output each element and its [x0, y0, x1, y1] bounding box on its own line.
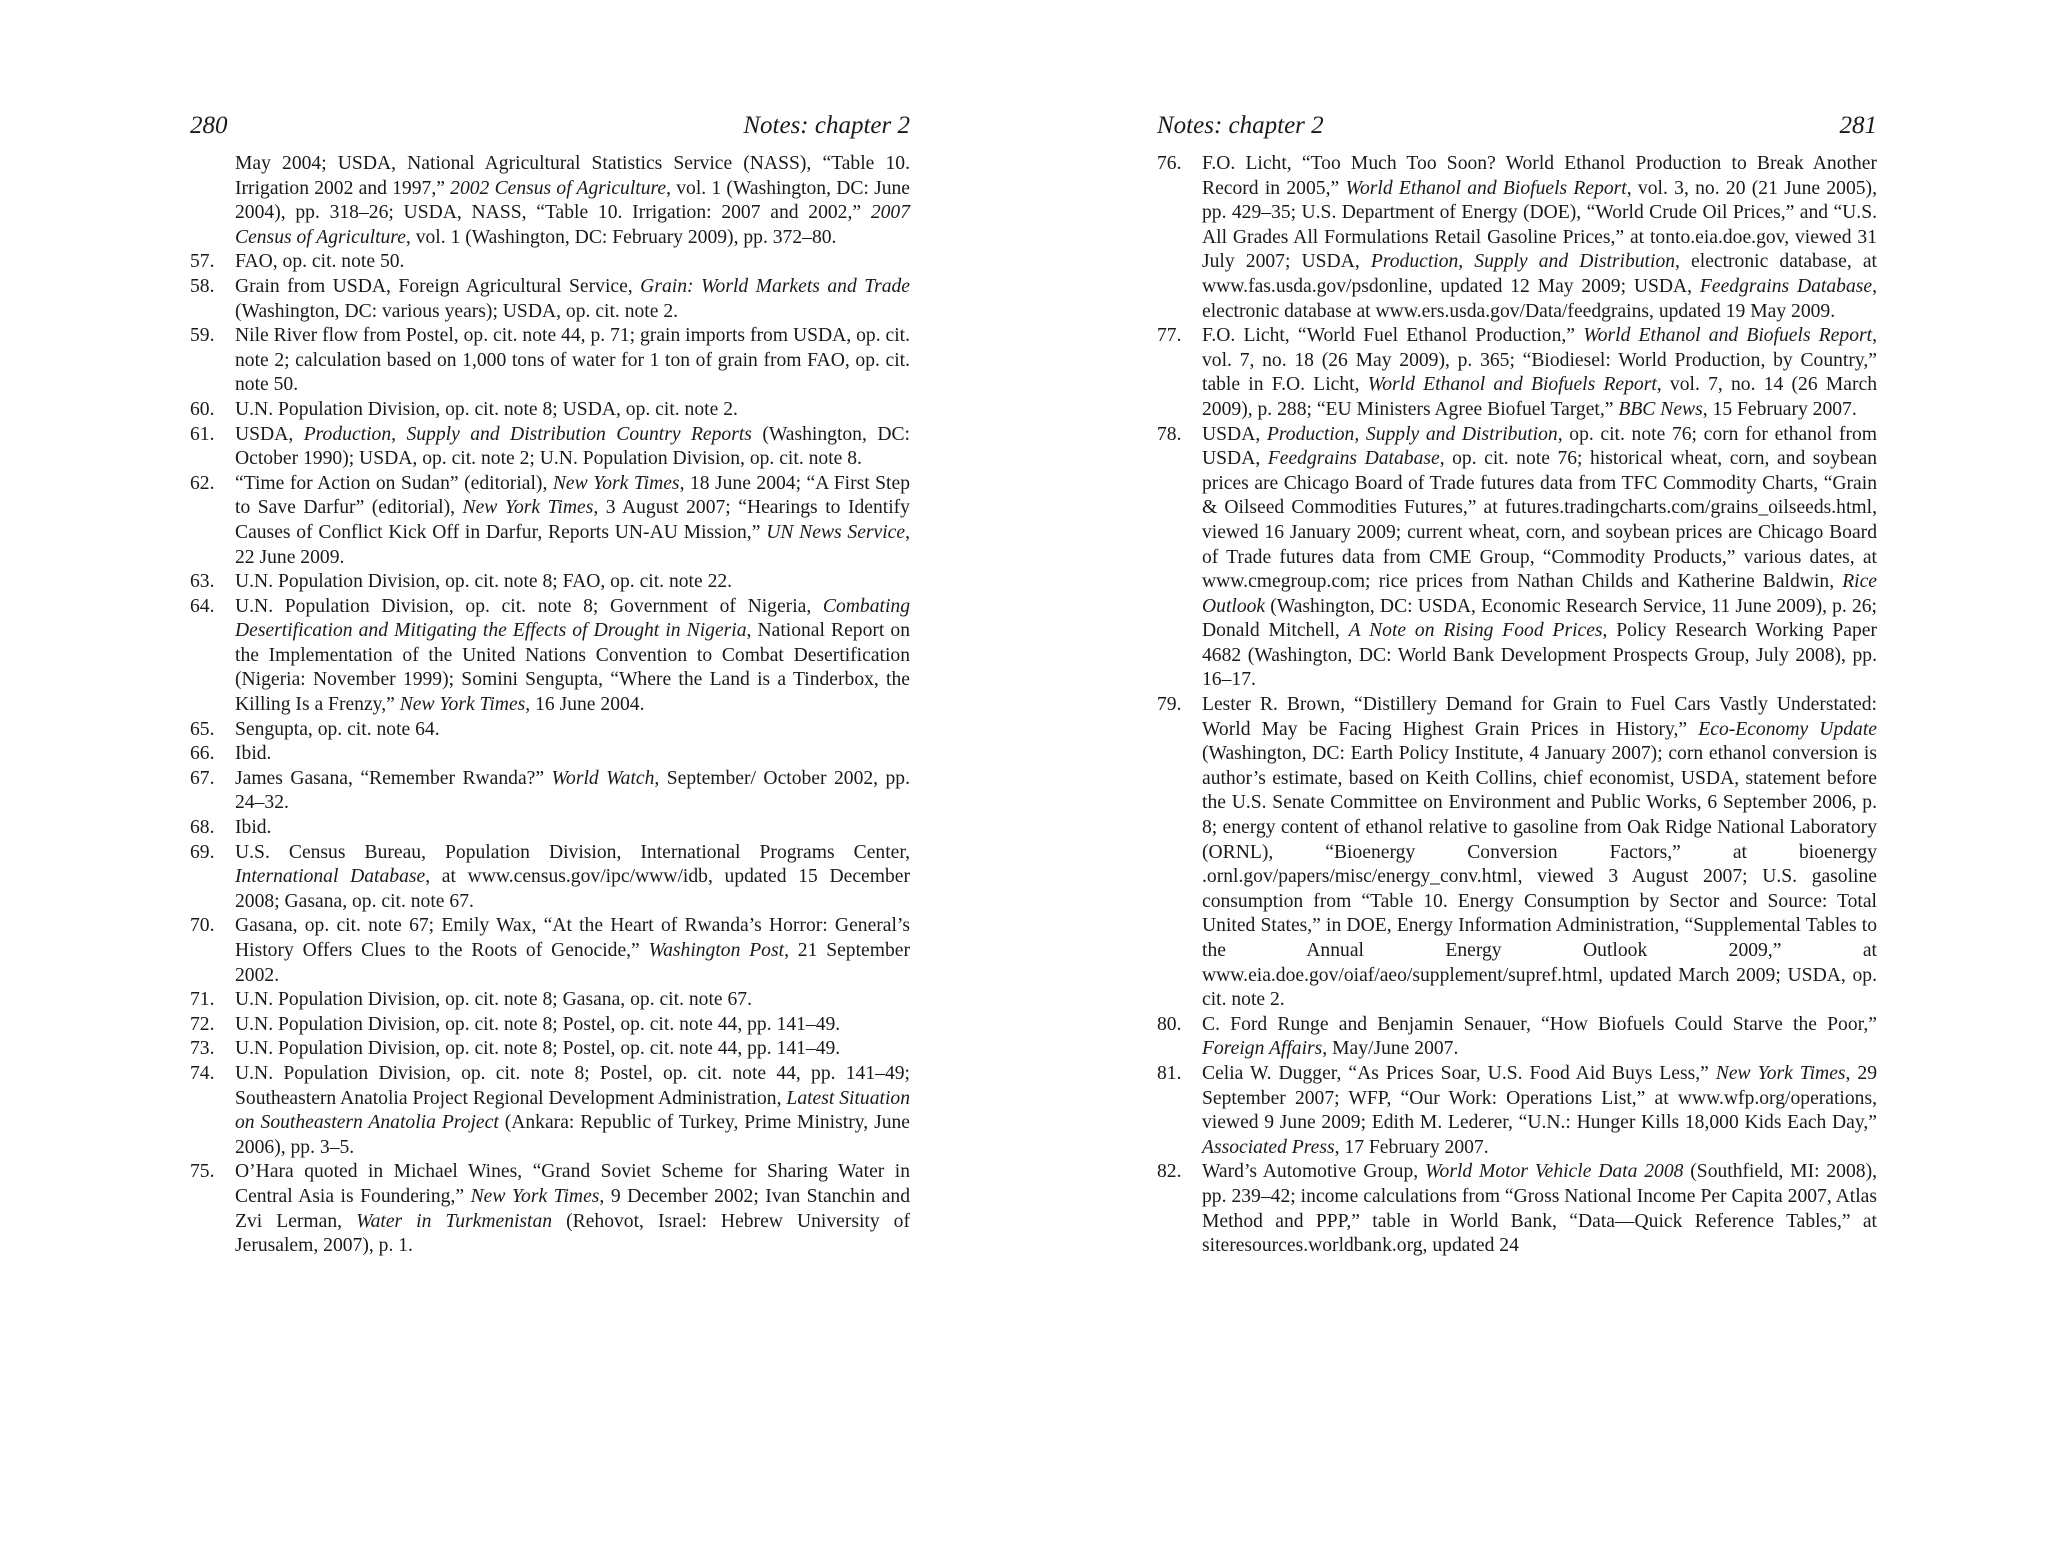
italic-title: New York Times	[552, 472, 680, 494]
text-run: Celia W. Dugger, “As Prices Soar, U.S. Food Aid Buys Less,”	[1202, 1062, 1716, 1084]
text-run: , electronic database at www.ers.usda.gov/Data/feedgrains, updated 19 May 2009.	[1202, 275, 1877, 322]
text-run: U.N. Population Division, op. cit. note 8; FAO, op. cit. note 22.	[235, 571, 733, 593]
note-continuation	[190, 152, 910, 250]
text-run: , electronic database, at www.fas.usda.gov/psdonline, updated 12 May 2009; USDA,	[1202, 251, 1877, 297]
text-run: U.N. Population Division, op. cit. note 8; Government of Nigeria,	[235, 595, 823, 617]
italic-title: New York Times	[1715, 1062, 1846, 1084]
note-number: 65.	[190, 718, 215, 740]
text-run: May 2004; USDA, National Agricultural Statistics Service (NASS), “Table 10. Irrigation 2002 and 1997,”	[235, 153, 910, 199]
note-item	[1157, 1160, 1877, 1258]
note-item	[190, 570, 910, 595]
note-item	[190, 841, 910, 915]
text-run: , 16 June 2004.	[525, 694, 645, 716]
note-text	[190, 152, 910, 250]
italic-title: Grain: World Markets and Trade	[640, 275, 910, 297]
italic-title: Production, Supply and Distribution,	[1266, 423, 1563, 445]
italic-title: A Note on Rising Food Prices	[1348, 620, 1603, 642]
note-item	[190, 324, 910, 398]
note-item	[190, 423, 910, 472]
note-number: 81.	[1157, 1062, 1182, 1084]
italic-title: World Watch	[551, 767, 655, 789]
text-run: Nile River flow from Postel, op. cit. note 44, p. 71; grain imports from USDA, op. cit. note 2; calculation based on 1,000 tons of water for 1 ton of grain from FAO, op. cit. note 50.	[235, 325, 910, 396]
note-number: 80.	[1157, 1013, 1182, 1035]
note-text	[235, 472, 910, 570]
italic-title: Washington Post	[648, 940, 785, 961]
note-number: 77.	[1157, 325, 1182, 347]
italic-title: World Ethanol and Biofuels Report	[1583, 325, 1873, 347]
italic-title: Latest Situation on Southeastern Anatolia Project	[235, 1087, 911, 1134]
note-number: 58.	[190, 275, 215, 297]
text-run: Ibid.	[235, 743, 272, 765]
text-run: op. cit. note 76; corn for ethanol from USDA,	[1202, 423, 1878, 470]
note-text	[1202, 693, 1877, 1013]
note-item	[1157, 693, 1877, 1013]
text-run: (Southfield, MI: 2008), pp. 239–42; income calculations from “Gross National Income Per Capita 2007, Atlas Method and PPP,” table in World Bank, “Data—Quick Reference Tables,” at siteresources.worldbank.org, updated 24	[1202, 1161, 1877, 1257]
note-number: 66.	[190, 743, 215, 765]
italic-title: UN News Service	[766, 521, 906, 543]
italic-title: International Database	[235, 866, 426, 888]
text-run: Sengupta, op. cit. note 64.	[235, 718, 440, 740]
note-item	[190, 1160, 910, 1258]
note-item	[190, 472, 910, 570]
text-run: , 9 December 2002; Ivan Stanchin and Zvi Lerman,	[235, 1185, 910, 1232]
running-head: Notes: chapter 2	[743, 112, 910, 139]
text-run: O’Hara quoted in Michael Wines, “Grand Soviet Scheme for Sharing Water in Central Asia is Foundering,”	[235, 1161, 910, 1207]
note-text	[235, 1160, 910, 1258]
italic-title: 2002 Census of Agriculture	[450, 177, 667, 199]
italic-title: Production, Supply and Distribution Country Reports	[303, 423, 752, 445]
note-item	[190, 767, 910, 816]
note-item	[190, 1062, 910, 1160]
text-run: Ward’s Automotive Group,	[1202, 1161, 1425, 1183]
text-run: F.O. Licht, “Too Much Too Soon? World Ethanol Production to Break Another Record in 2005,”	[1202, 153, 1877, 199]
italic-title: Combating Desertification and Mitigating the Effects of Drought in Nigeria	[235, 595, 910, 642]
note-number: 60.	[190, 398, 215, 420]
note-item	[190, 275, 910, 324]
note-text	[235, 398, 910, 423]
note-item	[190, 1013, 910, 1038]
italic-title: Rice Outlook	[1202, 571, 1877, 617]
note-number: 59.	[190, 325, 215, 347]
note-text	[235, 595, 910, 718]
note-text	[235, 423, 910, 472]
note-text	[235, 718, 910, 743]
note-number: 69.	[190, 841, 215, 863]
italic-title: New York Times	[470, 1185, 600, 1207]
text-run: , vol. 3, no. 20 (21 June 2005), pp. 429–35; U.S. Department of Energy (DOE), “World Crude Oil Prices,” and “U.S. All Grades All Formulations Retail Gasoline Prices,” at tonto.eia.doe.gov, viewed 31 July 2007; USDA,	[1202, 177, 1877, 273]
text-run: , vol. 7, no. 18 (26 May 2009), p. 365; “Biodiesel: World Production, by Country,” table in F.O. Licht,	[1202, 325, 1877, 396]
note-item	[190, 914, 910, 988]
text-run: (Rehovot, Israel: Hebrew University of Jerusalem, 2007), p. 1.	[235, 1210, 910, 1257]
note-number: 63.	[190, 571, 215, 593]
note-text	[235, 816, 910, 841]
italic-title: Feedgrains Database	[1267, 448, 1440, 470]
note-text	[235, 324, 910, 398]
right-page	[1157, 112, 1877, 1259]
italic-title: New York Times	[462, 497, 594, 519]
note-item	[190, 1037, 910, 1062]
note-text	[235, 1037, 910, 1062]
text-run: Grain from USDA, Foreign Agricultural Service,	[235, 275, 641, 297]
note-text	[1202, 1062, 1877, 1160]
text-run: , vol. 7, no. 14 (26 March 2009), p. 288; “EU Ministers Agree Biofuel Target,”	[1202, 374, 1878, 420]
text-run: , 3 August 2007; “Hearings to Identify Causes of Conflict Kick Off in Darfur, Reports UN-AU Mission,”	[235, 497, 910, 543]
note-item	[1157, 324, 1877, 422]
note-number: 64.	[190, 595, 215, 617]
text-run: U.N. Population Division, op. cit. note 8; Gasana, op. cit. note 67.	[235, 989, 752, 1011]
text-run: (Washington, DC: USDA, Economic Research Service, 11 June 2009), p. 26; Donald Mitchell,	[1202, 595, 1877, 642]
note-text	[1202, 152, 1877, 324]
text-run: Ibid.	[235, 817, 272, 839]
text-run: (Washington, DC: various years); USDA, op. cit. note 2.	[235, 300, 679, 322]
notes-list	[190, 152, 910, 1259]
italic-title: Feedgrains Database	[1699, 275, 1873, 297]
page-header	[190, 112, 910, 144]
italic-title: Water in Turkmenistan	[356, 1210, 553, 1232]
page-number: 280	[190, 112, 228, 139]
text-run: Lester R. Brown, “Distillery Demand for Grain to Fuel Cars Vastly Understated: World May be Facing Highest Grain Prices in History,”	[1202, 694, 1877, 740]
text-run: (Ankara: Republic of Turkey, Prime Ministry, June 2006), pp. 3–5.	[235, 1112, 910, 1158]
text-run: (Washington, DC: October 1990); USDA, op. cit. note 2; U.N. Population Division, op. cit. note 8.	[235, 423, 910, 470]
note-item	[1157, 423, 1877, 694]
text-run: , 17 February 2007.	[1334, 1136, 1489, 1158]
text-run: (Washington, DC: Earth Policy Institute, 4 January 2007); corn ethanol conversion is author’s estimate, based on Keith Collins, chief economist, USDA, statement before the U.S. Senate Committee on Environment and Public Works, 6 September 2006, p. 8; energy content of ethanol relative to gasoline from Oak Ridge National Laboratory (ORNL), “Bioenergy Conversion Factors,” at bioenergy .ornl.gov/papers/misc/energy_conv.html, viewed 3 August 2007; U.S. gasoline consumption from “Table 10. Energy Consumption by Sector and Source: Total United States,” in DOE, Energy Information Administration, “Supplemental Tables to the Annual Energy Outlook 2009,” at www.eia.doe.gov/oiaf/aeo/supplement/supref.html, updated March 2009; USDA, op. cit. note 2.	[1202, 743, 1877, 1011]
italic-title: World Ethanol and Biofuels Report	[1367, 374, 1657, 396]
text-run: , National Report on the Implementation of the United Nations Convention to Combat Desertification (Nigeria: November 1999); Somini Sengupta, “Where the Land is a Tinderbox, the Killing Is a Frenzy,”	[235, 620, 911, 716]
note-item	[190, 595, 910, 718]
note-number: 76.	[1157, 153, 1182, 174]
text-run: U.N. Population Division, op. cit. note 8; Postel, op. cit. note 44, pp. 141–49.	[235, 1013, 841, 1035]
note-text	[1202, 1160, 1877, 1258]
note-number: 74.	[190, 1062, 215, 1084]
italic-title: Production, Supply and Distribution	[1370, 251, 1676, 273]
italic-title: BBC News	[1618, 398, 1703, 420]
note-text	[235, 742, 910, 767]
note-text	[235, 1013, 910, 1038]
note-item	[1157, 1013, 1877, 1062]
note-item	[190, 250, 910, 275]
note-item	[190, 816, 910, 841]
note-number: 67.	[190, 767, 215, 789]
text-run: , 29 September 2007; WFP, “Our Work: Operations List,” at www.wfp.org/operations, viewed 9 June 2009; Edith M. Lederer, “U.N.: Hunger Kills 18,000 Kids Each Day,”	[1202, 1062, 1877, 1134]
text-run: , May/June 2007.	[1322, 1038, 1459, 1060]
italic-title: New York Times	[399, 694, 526, 716]
italic-title: 2007 Census of Agriculture	[235, 202, 910, 248]
text-run: , vol. 1 (Washington, DC: June 2004), pp. 318–26; USDA, NASS, “Table 10. Irrigation: 2007 and 2002,”	[235, 177, 910, 224]
note-item	[1157, 152, 1877, 324]
note-text	[1202, 1013, 1877, 1062]
note-text	[235, 914, 910, 988]
text-run: , at www.census.gov/ipc/www/idb, updated 15 December 2008; Gasana, op. cit. note 67.	[235, 866, 910, 912]
text-run: , op. cit. note 76; historical wheat, corn, and soybean prices are Chicago Board of Trade futures data from TFC Commodity Charts, “Grain & Oilseed Commodities Futures,” at futures.tradingcharts.com/grains_oilseeds.html, viewed 16 January 2009; current wheat, corn, and soybean prices are Chicago Board of Trade futures data from CME Group, “Commodity Products,” various dates, at www.cmegroup.com; rice prices from Nathan Childs and Katherine Baldwin,	[1202, 448, 1877, 593]
page-number: 281	[1839, 112, 1877, 139]
note-item	[1157, 1062, 1877, 1160]
text-run: “Time for Action on Sudan” (editorial),	[235, 472, 553, 494]
note-number: 68.	[190, 817, 215, 839]
italic-title: World Ethanol and Biofuels Report	[1345, 177, 1627, 199]
text-run: U.N. Population Division, op. cit. note 8; Postel, op. cit. note 44, pp. 141–49; Southeastern Anatolia Project Regional Development Administration,	[235, 1062, 910, 1109]
text-run: U.N. Population Division, op. cit. note 8; Postel, op. cit. note 44, pp. 141–49.	[235, 1038, 841, 1060]
text-run: , vol. 1 (Washington, DC: February 2009), pp. 372–80.	[405, 226, 837, 248]
text-run: , 15 February 2007.	[1702, 398, 1857, 420]
text-run: , 18 June 2004; “A First Step to Save Darfur” (editorial),	[235, 472, 910, 519]
italic-title: Foreign Affairs	[1202, 1038, 1323, 1060]
note-number: 78.	[1157, 423, 1182, 445]
left-page	[190, 112, 910, 1259]
text-run: James Gasana, “Remember Rwanda?”	[235, 767, 552, 789]
note-number: 70.	[190, 915, 215, 937]
text-run: U.N. Population Division, op. cit. note 8; USDA, op. cit. note 2.	[235, 398, 738, 420]
text-run: , Policy Research Working Paper 4682 (Washington, DC: World Bank Development Prospects Group, July 2008), pp. 16–17.	[1202, 620, 1877, 691]
note-text	[235, 570, 910, 595]
note-number: 79.	[1157, 694, 1182, 716]
note-number: 73.	[190, 1038, 215, 1060]
text-run: USDA,	[235, 423, 304, 445]
text-run: F.O. Licht, “World Fuel Ethanol Production,”	[1202, 325, 1584, 347]
text-run: U.S. Census Bureau, Population Division, International Programs Center,	[235, 841, 910, 863]
note-text	[235, 250, 910, 275]
italic-title: Associated Press	[1202, 1136, 1335, 1158]
note-text	[235, 988, 910, 1013]
text-run: Gasana, op. cit. note 67; Emily Wax, “At the Heart of Rwanda’s Horror: General’s History Offers Clues to the Roots of Genocide,”	[235, 915, 910, 961]
note-number: 72.	[190, 1013, 215, 1035]
italic-title: Eco-Economy Update	[1698, 718, 1877, 740]
note-text	[235, 1062, 910, 1160]
note-text	[1202, 423, 1877, 694]
note-text	[235, 767, 910, 816]
note-number: 71.	[190, 989, 215, 1011]
note-item	[190, 742, 910, 767]
note-item	[190, 398, 910, 423]
note-number: 57.	[190, 251, 215, 273]
text-run: FAO, op. cit. note 50.	[235, 251, 405, 273]
notes-list	[1157, 152, 1877, 1259]
italic-title: World Motor Vehicle Data 2008	[1425, 1161, 1684, 1183]
text-run: C. Ford Runge and Benjamin Senauer, “How Biofuels Could Starve the Poor,”	[1202, 1013, 1877, 1035]
note-number: 75.	[190, 1161, 215, 1183]
note-number: 82.	[1157, 1161, 1182, 1183]
note-text	[235, 275, 910, 324]
note-number: 61.	[190, 423, 215, 445]
text-run: , September/ October 2002, pp. 24–32.	[235, 767, 910, 814]
note-number: 62.	[190, 472, 215, 494]
page-header	[1157, 112, 1877, 144]
note-text	[1202, 324, 1877, 422]
note-item	[190, 988, 910, 1013]
text-run: USDA,	[1202, 423, 1267, 445]
running-head: Notes: chapter 2	[1157, 112, 1324, 139]
note-text	[235, 841, 910, 915]
text-run: , 21 September 2002.	[235, 940, 910, 986]
text-run: , 22 June 2009.	[235, 521, 910, 568]
note-item	[190, 718, 910, 743]
